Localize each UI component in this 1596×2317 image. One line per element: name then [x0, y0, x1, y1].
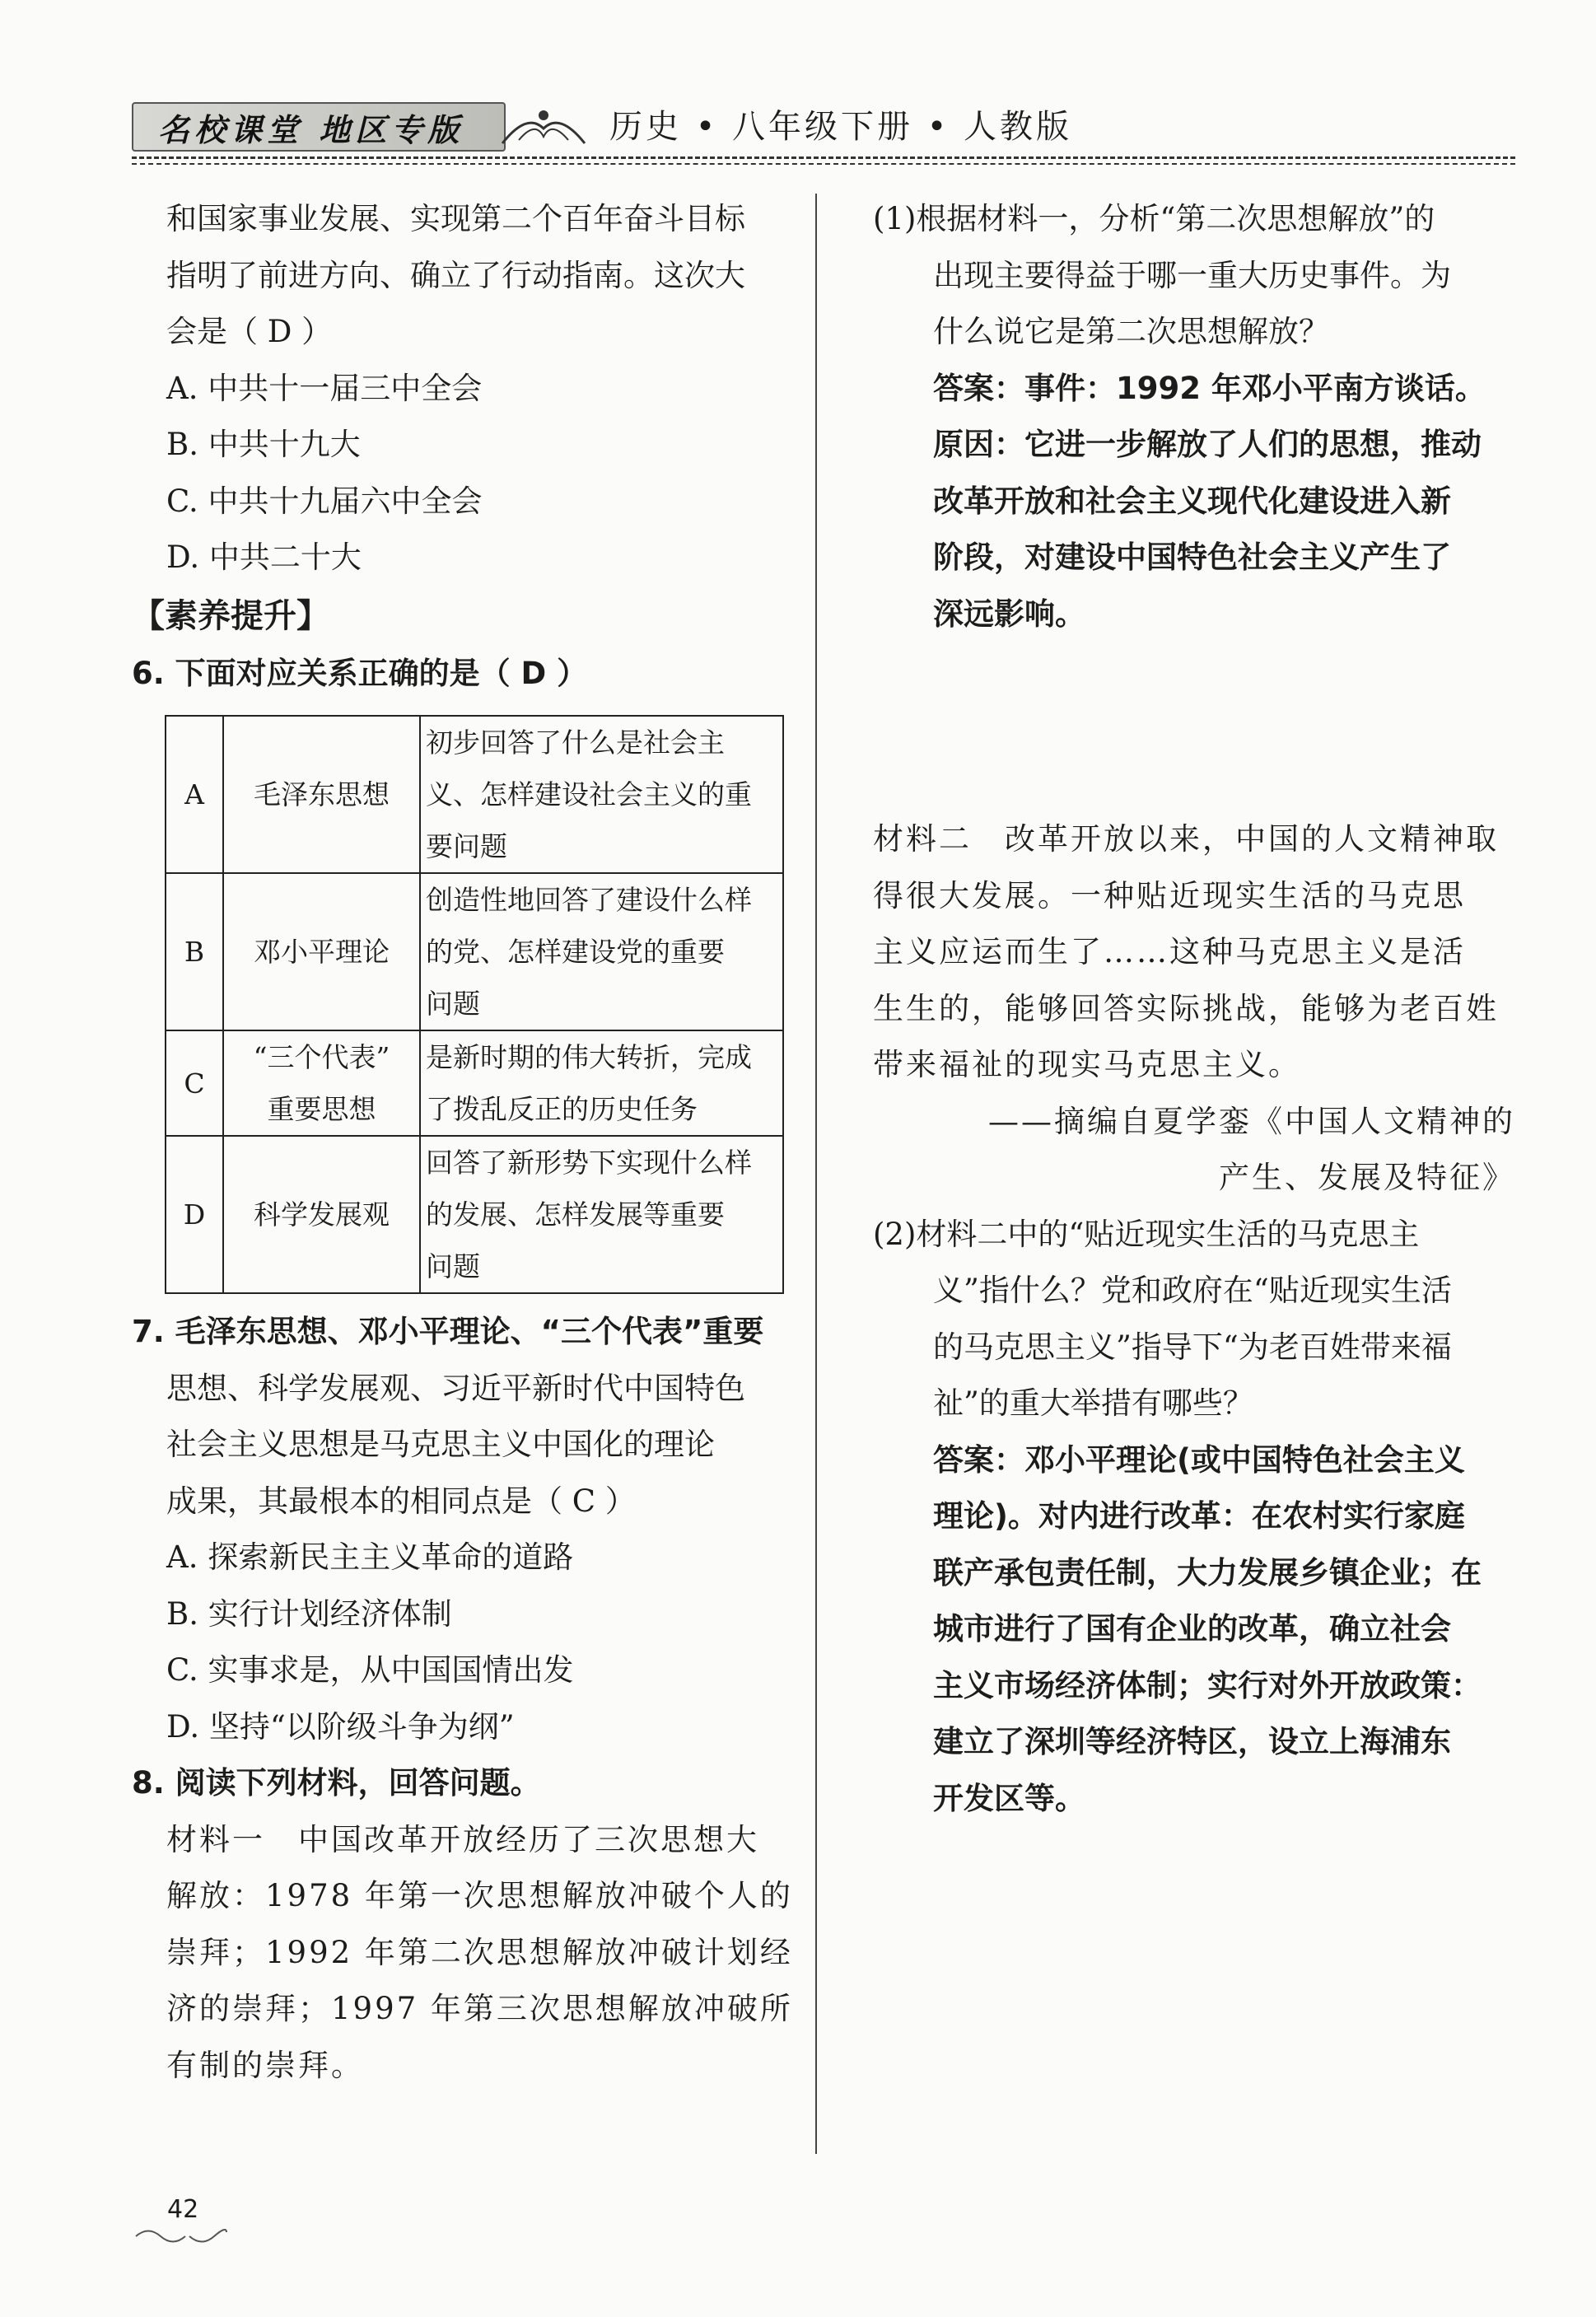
row-name	[223, 716, 420, 873]
row-desc-line: 回答了新形势下实现什么样	[426, 1147, 752, 1179]
row-desc-line: 问题	[426, 988, 480, 1020]
answer2-line-4: 城市进行了国有企业的改革，确立社会	[933, 1611, 1451, 1647]
table-row	[166, 873, 783, 1030]
q5-line-3: 会是（ D ）	[166, 314, 333, 349]
right-column	[873, 191, 1515, 1827]
answer1-line-3: 改革开放和社会主义现代化建设进入新	[933, 483, 1451, 519]
row-desc	[420, 873, 783, 1030]
row-key: C	[166, 1030, 223, 1136]
material1-line-1: 材料一 中国改革开放经历了三次思想大	[166, 1821, 759, 1857]
source-line-2: 产生、发展及特征》	[1219, 1160, 1515, 1195]
source-line-1: ——摘编自夏学銮《中国人文精神的	[988, 1103, 1515, 1139]
column-divider	[815, 194, 817, 2154]
q6-stem-text: 6. 下面对应关系正确的是（ D ）	[132, 655, 588, 691]
series-title: 名校课堂 地区专版	[132, 102, 506, 152]
q7-stem-text: 7. 毛泽东思想、邓小平理论、“三个代表”重要	[132, 1314, 764, 1349]
q5-option-c: C. 中共十九届六中全会	[166, 483, 483, 519]
q8-stem	[132, 1755, 795, 1812]
row-desc-line: 要问题	[426, 830, 507, 862]
material1-line-5: 有制的崇拜。	[166, 2047, 364, 2083]
flourish-icon	[132, 2224, 231, 2249]
row-desc-line: 问题	[426, 1250, 480, 1282]
material2-line-2: 得很大发展。一种贴近现实生活的马克思	[873, 877, 1466, 913]
q6-stem	[132, 646, 795, 703]
q8-1-line-3: 什么说它是第二次思想解放？	[933, 314, 1329, 349]
q8-1-line-1: (1)根据材料一，分析“第二次思想解放”的	[873, 201, 1435, 236]
q6-table	[165, 715, 784, 1294]
material1-line-4: 济的崇拜；1997 年第三次思想解放冲破所	[166, 1991, 793, 2026]
table-row	[166, 716, 783, 873]
row-name	[223, 873, 420, 1030]
answer2-line-2: 理论)。对内进行改革：在农村实行家庭	[933, 1498, 1465, 1534]
row-key: D	[166, 1136, 223, 1293]
q5-option-a: A. 中共十一届三中全会	[166, 370, 483, 406]
q7-stem-3: 社会主义思想是马克思主义中国化的理论	[166, 1427, 715, 1462]
material2-line-1: 材料二 改革开放以来，中国的人文精神取	[873, 821, 1499, 857]
q7-stem-2: 思想、科学发展观、习近平新时代中国特色	[166, 1370, 745, 1406]
material2-line-3: 主义应运而生了……这种马克思主义是活	[873, 934, 1466, 969]
answer1-line-4: 阶段，对建设中国特色社会主义产生了	[933, 540, 1451, 575]
row-desc-line: 的党、怎样建设党的重要	[426, 936, 725, 968]
answer2-line-6: 建立了深圳等经济特区，设立上海浦东	[933, 1724, 1451, 1759]
q7-option-c: C. 实事求是，从中国国情出发	[166, 1652, 574, 1688]
row-key: A	[166, 716, 223, 873]
q8-2-line-1: (2)材料二中的“贴近现实生活的马克思主	[873, 1216, 1420, 1252]
left-column	[132, 191, 795, 2094]
q8-2-line-2: 义”指什么？党和政府在“贴近现实生活	[933, 1273, 1452, 1308]
answer1-line-2: 原因：它进一步解放了人们的思想，推动	[933, 427, 1482, 462]
table-row	[166, 1030, 783, 1136]
row-name	[223, 1136, 420, 1293]
row-desc-line: 初步回答了什么是社会主	[426, 726, 725, 759]
row-desc-line: 的发展、怎样发展等重要	[426, 1198, 725, 1231]
q8-2-line-4: 祉”的重大举措有哪些？	[933, 1385, 1253, 1421]
q5-option-b: B. 中共十九大	[166, 427, 361, 462]
q5-line-2: 指明了前进方向、确立了行动指南。这次大	[166, 257, 745, 293]
q8-1-line-2: 出现主要得益于哪一重大历史事件。为	[933, 257, 1451, 293]
table-row	[166, 1136, 783, 1293]
answer2-line-5: 主义市场经济体制；实行对外开放政策：	[933, 1667, 1482, 1703]
row-name-line: 科学发展观	[254, 1198, 390, 1231]
row-name-line: 邓小平理论	[254, 936, 390, 968]
row-desc-line: 了拨乱反正的历史任务	[426, 1093, 698, 1125]
row-desc-line: 义、怎样建设社会主义的重	[426, 778, 752, 810]
row-desc	[420, 716, 783, 873]
row-name-line: “三个代表”	[253, 1041, 390, 1073]
header-rule	[132, 156, 1515, 159]
material2-line-5: 带来福祉的现实马克思主义。	[873, 1047, 1301, 1082]
page-number: 42	[167, 2195, 199, 2224]
row-desc-line: 创造性地回答了建设什么样	[426, 884, 752, 916]
material1-line-3: 崇拜；1992 年第二次思想解放冲破计划经	[166, 1934, 793, 1970]
row-desc	[420, 1030, 783, 1136]
header-rule-2	[132, 163, 1515, 165]
answer2-line-7: 开发区等。	[933, 1780, 1085, 1816]
answer2-line-3: 联产承包责任制，大力发展乡镇企业；在	[933, 1554, 1482, 1591]
q5-line-1: 和国家事业发展、实现第二个百年奋斗目标	[166, 201, 745, 236]
subject-title: 历史 • 八年级下册 • 人教版	[609, 108, 1073, 146]
q7-option-a: A. 探索新民主主义革命的道路	[166, 1539, 574, 1575]
q7-stem-1	[132, 1304, 795, 1361]
q7-option-d: D. 坚持“以阶级斗争为纲”	[166, 1708, 515, 1745]
material1-line-2: 解放：1978 年第一次思想解放冲破个人的	[166, 1878, 793, 1913]
wheat-ornament-icon	[494, 104, 593, 150]
material2-line-4: 生生的，能够回答实际挑战，能够为老百姓	[873, 990, 1499, 1026]
row-desc	[420, 1136, 783, 1293]
row-desc-line: 是新时期的伟大转折，完成	[426, 1041, 752, 1073]
q8-stem-text: 8. 阅读下列材料，回答问题。	[132, 1765, 541, 1801]
q5-option-d: D. 中共二十大	[166, 540, 362, 575]
answer1-line-1: 答案：事件：1992 年邓小平南方谈话。	[933, 370, 1486, 406]
q7-option-b: B. 实行计划经济体制	[166, 1595, 452, 1632]
section-title: 【素养提升】	[132, 596, 329, 635]
row-name	[223, 1030, 420, 1136]
row-name-line: 毛泽东思想	[254, 778, 390, 810]
q7-stem-4: 成果，其最根本的相同点是（ C ）	[166, 1483, 636, 1519]
row-key: B	[166, 873, 223, 1030]
row-name-line: 重要思想	[267, 1093, 376, 1125]
answer-space	[873, 642, 1515, 811]
q8-2-line-3: 的马克思主义”指导下“为老百姓带来福	[933, 1329, 1452, 1365]
page-header	[132, 97, 1515, 155]
answer2-line-1: 答案：邓小平理论(或中国特色社会主义	[933, 1441, 1465, 1478]
answer1-line-5: 深远影响。	[933, 596, 1085, 632]
